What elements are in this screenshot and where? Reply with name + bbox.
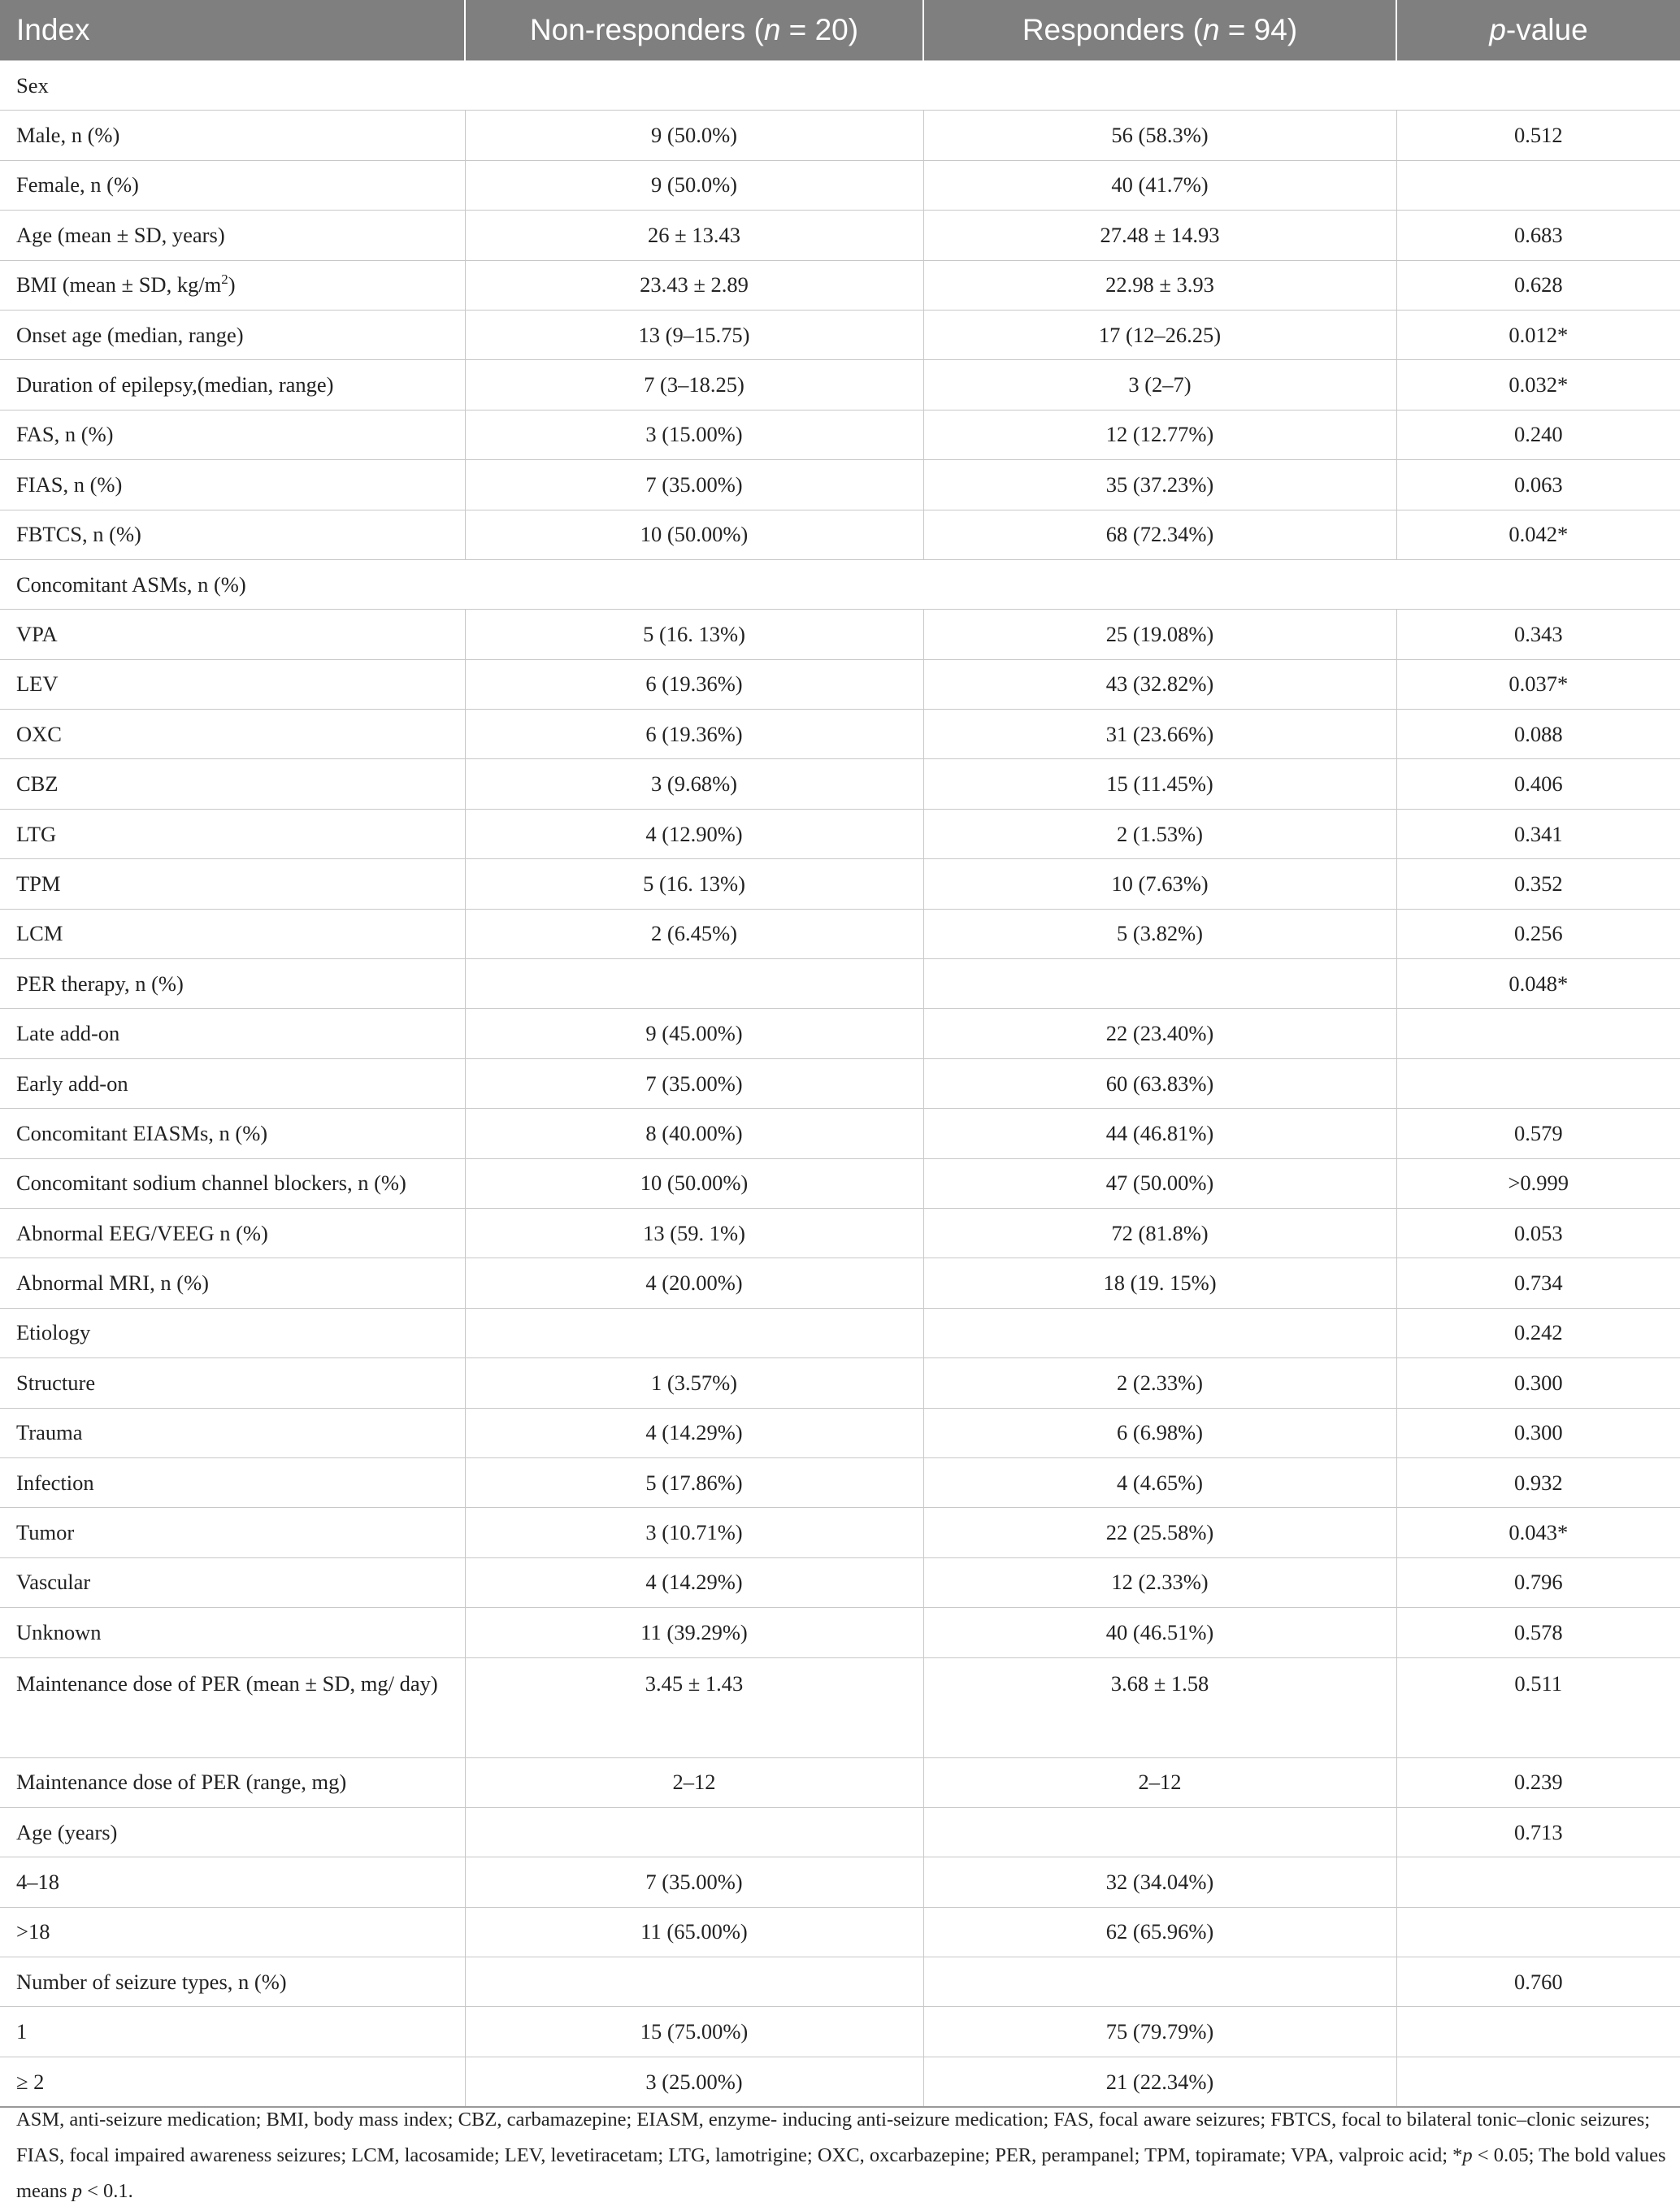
row-label	[0, 1907, 465, 1957]
cell-responders: 43 (32.82%)	[923, 659, 1396, 709]
row-label	[0, 710, 465, 759]
cell-non-responders: 4 (20.00%)	[465, 1258, 923, 1308]
table-row	[0, 1608, 1680, 1657]
cell-responders: 27.48 ± 14.93	[923, 211, 1396, 260]
table-row	[0, 260, 1680, 310]
cell-non-responders: 3 (15.00%)	[465, 410, 923, 459]
row-label-text: Onset age (median, range)	[16, 322, 244, 347]
table-row	[0, 160, 1680, 210]
footnote-text-after: < 0.1.	[81, 2180, 133, 2202]
header-non-responders-suffix: = 20)	[780, 13, 859, 46]
cell-responders: 40 (41.7%)	[923, 160, 1396, 210]
cell-non-responders	[465, 959, 923, 1009]
cell-non-responders: 10 (50.00%)	[465, 1158, 923, 1208]
row-label-text: FAS, n (%)	[16, 422, 114, 447]
row-label	[0, 61, 1680, 111]
cell-responders: 32 (34.04%)	[923, 1857, 1396, 1907]
cell-p-value: 0.628	[1396, 260, 1680, 310]
row-label-text: Number of seizure types, n (%)	[16, 1969, 287, 1994]
cell-p-value: 0.239	[1396, 1757, 1680, 1807]
row-label	[0, 260, 465, 310]
cell-p-value	[1396, 1058, 1680, 1108]
row-label-text: Tumor	[16, 1520, 75, 1545]
cell-non-responders: 3 (9.68%)	[465, 759, 923, 809]
row-label-text: 4–18	[16, 1869, 59, 1894]
cell-non-responders: 11 (65.00%)	[465, 1907, 923, 1957]
table-row	[0, 1358, 1680, 1408]
table-row	[0, 1508, 1680, 1557]
header-non-responders-prefix: Non-responders (	[529, 13, 764, 46]
table-row	[0, 1158, 1680, 1208]
cell-responders: 2 (2.33%)	[923, 1358, 1396, 1408]
cell-responders: 62 (65.96%)	[923, 1907, 1396, 1957]
table-row	[0, 1258, 1680, 1308]
cell-p-value: 0.063	[1396, 460, 1680, 510]
header-index: Index	[0, 0, 465, 61]
cell-non-responders	[465, 1957, 923, 2007]
cell-non-responders: 2–12	[465, 1757, 923, 1807]
cell-responders: 12 (12.77%)	[923, 410, 1396, 459]
cell-responders: 15 (11.45%)	[923, 759, 1396, 809]
row-label	[0, 1009, 465, 1058]
cell-responders	[923, 1957, 1396, 2007]
cell-non-responders: 26 ± 13.43	[465, 211, 923, 260]
row-label-text: >18	[16, 1919, 50, 1944]
cell-non-responders: 3 (25.00%)	[465, 2057, 923, 2107]
row-label-text: Trauma	[16, 1420, 83, 1445]
cell-responders: 5 (3.82%)	[923, 909, 1396, 958]
cell-p-value: 0.048*	[1396, 959, 1680, 1009]
table-footnote	[16, 2102, 1666, 2209]
row-label	[0, 859, 465, 909]
cell-non-responders: 4 (14.29%)	[465, 1557, 923, 1607]
cell-responders: 22 (23.40%)	[923, 1009, 1396, 1058]
cell-responders: 25 (19.08%)	[923, 610, 1396, 659]
row-label	[0, 1508, 465, 1557]
table-row	[0, 111, 1680, 160]
cell-p-value: 0.578	[1396, 1608, 1680, 1657]
cell-responders: 10 (7.63%)	[923, 859, 1396, 909]
row-label-text: Etiology	[16, 1320, 91, 1345]
table-row	[0, 610, 1680, 659]
table-row	[0, 1009, 1680, 1058]
cell-responders: 22 (25.58%)	[923, 1508, 1396, 1557]
cell-responders: 31 (23.66%)	[923, 710, 1396, 759]
cell-responders	[923, 1807, 1396, 1857]
table-row	[0, 710, 1680, 759]
table-row	[0, 659, 1680, 709]
footnote-text-before: ASM, anti-seizure medication; BMI, body mass index; CBZ, carbamazepine; EIASM, enzyme- inducing anti-seizure medication; FAS, focal aware seizures; FBTCS, focal to bilateral tonic–clonic seizures; FIAS, focal impaired awareness seizures; LCM, lacosamide; LEV, levetiracetam; LTG, lamotrigine; OXC, oxcarbazepine; PER, perampanel; TPM, topiramate; VPA, valproic acid; *	[16, 2109, 1651, 2166]
cell-p-value: 0.932	[1396, 1457, 1680, 1507]
cell-p-value: 0.240	[1396, 410, 1680, 459]
cell-p-value: 0.088	[1396, 710, 1680, 759]
cell-non-responders: 15 (75.00%)	[465, 2007, 923, 2057]
cell-p-value: 0.037*	[1396, 659, 1680, 709]
row-label-text: FIAS, n (%)	[16, 471, 123, 497]
row-label	[0, 1408, 465, 1457]
row-label-text: VPA	[16, 621, 58, 646]
row-label-text: Unknown	[16, 1619, 102, 1644]
row-label-text: LCM	[16, 921, 63, 946]
cell-non-responders: 7 (35.00%)	[465, 460, 923, 510]
row-label	[0, 1058, 465, 1108]
row-label-text: Age (years)	[16, 1819, 118, 1844]
cell-responders: 56 (58.3%)	[923, 111, 1396, 160]
row-label	[0, 1109, 465, 1158]
cell-p-value	[1396, 160, 1680, 210]
header-p-value	[1396, 0, 1680, 61]
header-p-suffix: -value	[1505, 13, 1588, 46]
table-body	[0, 61, 1680, 2108]
row-label	[0, 1757, 465, 1807]
table-row	[0, 759, 1680, 809]
header-non-responders-n: n	[763, 13, 781, 46]
row-label-suffix: )	[228, 272, 236, 298]
table-row	[0, 1757, 1680, 1807]
row-label	[0, 909, 465, 958]
table-row	[0, 1308, 1680, 1357]
table-row	[0, 2057, 1680, 2107]
cell-p-value: 0.042*	[1396, 510, 1680, 559]
section-row	[0, 61, 1680, 111]
cell-responders: 2–12	[923, 1757, 1396, 1807]
cell-non-responders: 4 (14.29%)	[465, 1408, 923, 1457]
row-label-text: BMI (mean ± SD, kg/m	[16, 272, 222, 298]
row-label-text: LTG	[16, 821, 57, 846]
cell-non-responders: 2 (6.45%)	[465, 909, 923, 958]
header-row	[0, 0, 1680, 61]
cell-non-responders: 3.45 ± 1.43	[465, 1657, 923, 1757]
table-row	[0, 1907, 1680, 1957]
row-label	[0, 1208, 465, 1258]
row-label-text: Duration of epilepsy,(median, range)	[16, 372, 334, 397]
cell-non-responders: 13 (9–15.75)	[465, 310, 923, 359]
row-label	[0, 1857, 465, 1907]
cell-p-value: 0.300	[1396, 1358, 1680, 1408]
row-label-text: Structure	[16, 1370, 96, 1395]
header-responders-n: n	[1202, 13, 1220, 46]
table-row	[0, 510, 1680, 559]
row-label	[0, 809, 465, 858]
cell-non-responders: 7 (35.00%)	[465, 1857, 923, 1907]
row-label	[0, 160, 465, 210]
row-label	[0, 310, 465, 359]
cell-non-responders: 5 (16. 13%)	[465, 859, 923, 909]
row-label-text: Female, n (%)	[16, 172, 139, 198]
row-label	[0, 360, 465, 410]
row-label-text: Sex	[16, 72, 49, 98]
cell-non-responders: 9 (50.0%)	[465, 160, 923, 210]
header-responders-prefix: Responders (	[1022, 13, 1203, 46]
row-label	[0, 610, 465, 659]
cell-responders: 35 (37.23%)	[923, 460, 1396, 510]
table-row	[0, 1408, 1680, 1457]
row-label-text: PER therapy, n (%)	[16, 971, 184, 996]
row-label-text: OXC	[16, 721, 62, 746]
row-label-text: Concomitant ASMs, n (%)	[16, 571, 246, 597]
cell-p-value: 0.242	[1396, 1308, 1680, 1357]
row-label	[0, 1308, 465, 1357]
cell-responders: 18 (19. 15%)	[923, 1258, 1396, 1308]
cell-non-responders: 4 (12.90%)	[465, 809, 923, 858]
table-row	[0, 1109, 1680, 1158]
cell-p-value: 0.406	[1396, 759, 1680, 809]
row-label-text: Maintenance dose of PER (mean ± SD, mg/ day)	[16, 1670, 438, 1696]
cell-p-value	[1396, 2057, 1680, 2107]
cell-responders: 22.98 ± 3.93	[923, 260, 1396, 310]
cell-non-responders: 7 (3–18.25)	[465, 360, 923, 410]
cell-p-value: 0.683	[1396, 211, 1680, 260]
table-row	[0, 809, 1680, 858]
row-label	[0, 1957, 465, 2007]
cell-p-value: 0.352	[1396, 859, 1680, 909]
row-label	[0, 1807, 465, 1857]
cell-non-responders: 23.43 ± 2.89	[465, 260, 923, 310]
cell-p-value: >0.999	[1396, 1158, 1680, 1208]
cell-non-responders: 10 (50.00%)	[465, 510, 923, 559]
cell-responders	[923, 959, 1396, 1009]
cell-responders: 44 (46.81%)	[923, 1109, 1396, 1158]
cell-p-value: 0.796	[1396, 1557, 1680, 1607]
table-header	[0, 0, 1680, 61]
cell-p-value: 0.713	[1396, 1807, 1680, 1857]
table-row	[0, 1807, 1680, 1857]
row-label	[0, 2057, 465, 2107]
row-label-text: LEV	[16, 671, 59, 697]
row-label	[0, 1608, 465, 1657]
table-row	[0, 909, 1680, 958]
row-label-text: Concomitant sodium channel blockers, n (%)	[16, 1171, 406, 1196]
cell-p-value: 0.734	[1396, 1258, 1680, 1308]
cell-p-value: 0.032*	[1396, 360, 1680, 410]
table-row	[0, 410, 1680, 459]
footnote-p1: p	[1462, 2144, 1473, 2166]
cell-non-responders	[465, 1308, 923, 1357]
cell-non-responders: 13 (59. 1%)	[465, 1208, 923, 1258]
header-p-italic: p	[1489, 13, 1506, 46]
cell-responders: 6 (6.98%)	[923, 1408, 1396, 1457]
row-label-text: Abnormal MRI, n (%)	[16, 1271, 209, 1296]
row-label-text: Early add-on	[16, 1071, 128, 1096]
row-label	[0, 1457, 465, 1507]
table-row	[0, 959, 1680, 1009]
row-label-text: Age (mean ± SD, years)	[16, 222, 225, 247]
cell-responders: 3.68 ± 1.58	[923, 1657, 1396, 1757]
table-row	[0, 211, 1680, 260]
cell-non-responders: 1 (3.57%)	[465, 1358, 923, 1408]
cell-non-responders: 9 (50.0%)	[465, 111, 923, 160]
row-label	[0, 510, 465, 559]
header-responders	[923, 0, 1396, 61]
row-label	[0, 111, 465, 160]
cell-p-value: 0.512	[1396, 111, 1680, 160]
cell-responders: 72 (81.8%)	[923, 1208, 1396, 1258]
header-non-responders	[465, 0, 923, 61]
cell-responders: 4 (4.65%)	[923, 1457, 1396, 1507]
cell-responders: 75 (79.79%)	[923, 2007, 1396, 2057]
table-row	[0, 1208, 1680, 1258]
footnote-text-mid: < 0.05; The bold values means	[16, 2144, 1666, 2202]
row-label-text: Male, n (%)	[16, 123, 120, 148]
cell-responders: 60 (63.83%)	[923, 1058, 1396, 1108]
cell-p-value: 0.053	[1396, 1208, 1680, 1258]
cell-responders: 21 (22.34%)	[923, 2057, 1396, 2107]
row-label	[0, 1557, 465, 1607]
row-label-text: ≥ 2	[16, 2069, 45, 2094]
cell-responders: 68 (72.34%)	[923, 510, 1396, 559]
row-label	[0, 1358, 465, 1408]
row-label	[0, 1258, 465, 1308]
cell-p-value	[1396, 1857, 1680, 1907]
cell-non-responders: 3 (10.71%)	[465, 1508, 923, 1557]
row-label	[0, 759, 465, 809]
table-row	[0, 1058, 1680, 1108]
row-label	[0, 1657, 465, 1757]
cell-responders: 17 (12–26.25)	[923, 310, 1396, 359]
cell-p-value: 0.012*	[1396, 310, 1680, 359]
row-label	[0, 211, 465, 260]
row-label	[0, 659, 465, 709]
cell-non-responders: 9 (45.00%)	[465, 1009, 923, 1058]
cell-non-responders	[465, 1807, 923, 1857]
cell-p-value: 0.511	[1396, 1657, 1680, 1757]
cell-responders: 47 (50.00%)	[923, 1158, 1396, 1208]
cell-non-responders: 8 (40.00%)	[465, 1109, 923, 1158]
cell-p-value	[1396, 1907, 1680, 1957]
cell-p-value: 0.300	[1396, 1408, 1680, 1457]
cell-responders: 12 (2.33%)	[923, 1557, 1396, 1607]
header-responders-suffix: = 94)	[1219, 13, 1298, 46]
row-label-text: Abnormal EEG/VEEG n (%)	[16, 1220, 268, 1245]
cell-non-responders: 5 (17.86%)	[465, 1457, 923, 1507]
table-row	[0, 1457, 1680, 1507]
row-label	[0, 2007, 465, 2057]
table-row	[0, 859, 1680, 909]
row-label-text: CBZ	[16, 771, 59, 797]
table-row	[0, 310, 1680, 359]
cell-p-value: 0.579	[1396, 1109, 1680, 1158]
table-row	[0, 1557, 1680, 1607]
cell-non-responders: 7 (35.00%)	[465, 1058, 923, 1108]
row-label	[0, 559, 1680, 609]
row-label-text: 1	[16, 2019, 28, 2044]
cell-p-value: 0.760	[1396, 1957, 1680, 2007]
cell-non-responders: 6 (19.36%)	[465, 710, 923, 759]
row-label	[0, 959, 465, 1009]
cell-p-value	[1396, 1009, 1680, 1058]
cell-p-value: 0.341	[1396, 809, 1680, 858]
cell-non-responders: 6 (19.36%)	[465, 659, 923, 709]
cell-non-responders: 5 (16. 13%)	[465, 610, 923, 659]
row-label-text: Late add-on	[16, 1021, 120, 1046]
table-row	[0, 2007, 1680, 2057]
cell-responders: 2 (1.53%)	[923, 809, 1396, 858]
row-label	[0, 410, 465, 459]
table-row	[0, 1657, 1680, 1757]
footnote-p2: p	[72, 2180, 82, 2202]
cell-responders: 3 (2–7)	[923, 360, 1396, 410]
table-row	[0, 360, 1680, 410]
cell-p-value: 0.256	[1396, 909, 1680, 958]
cell-p-value	[1396, 2007, 1680, 2057]
row-label	[0, 460, 465, 510]
cell-p-value: 0.043*	[1396, 1508, 1680, 1557]
row-label	[0, 1158, 465, 1208]
row-label-text: Concomitant EIASMs, n (%)	[16, 1120, 268, 1145]
table-row	[0, 460, 1680, 510]
section-row	[0, 559, 1680, 609]
row-label-text: FBTCS, n (%)	[16, 522, 141, 547]
cell-non-responders: 11 (39.29%)	[465, 1608, 923, 1657]
table-row	[0, 1857, 1680, 1907]
cell-p-value: 0.343	[1396, 610, 1680, 659]
table-row	[0, 1957, 1680, 2007]
row-label-text: Maintenance dose of PER (range, mg)	[16, 1770, 347, 1795]
cell-responders	[923, 1308, 1396, 1357]
row-label-superscript: 2	[221, 271, 228, 288]
row-label-text: Infection	[16, 1470, 94, 1495]
cell-responders: 40 (46.51%)	[923, 1608, 1396, 1657]
row-label-text: TPM	[16, 871, 61, 896]
row-label-text: Vascular	[16, 1570, 91, 1595]
